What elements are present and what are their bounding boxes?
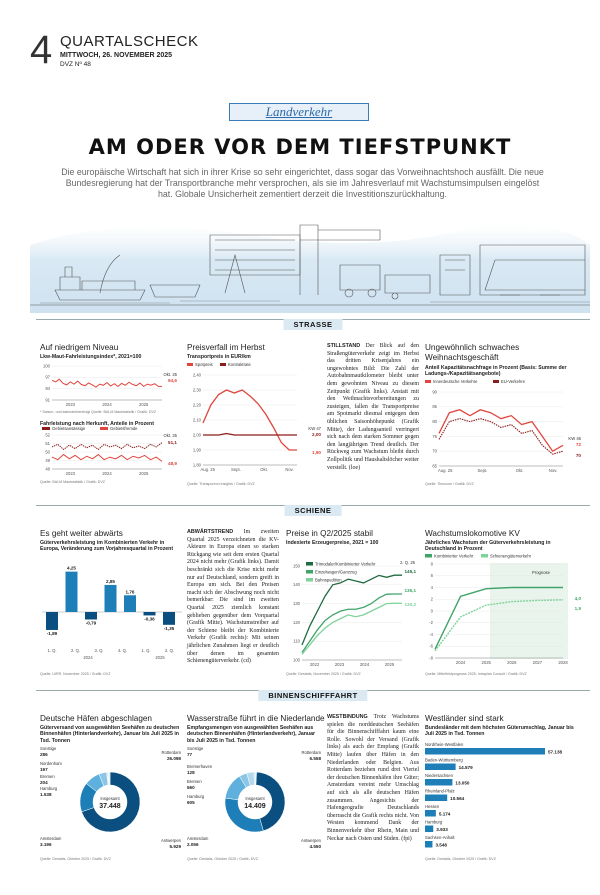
x-tick-label: Okt. [260, 467, 268, 472]
slice-label: Nordenham [40, 761, 62, 766]
legend-label: EU-Verkehre [501, 379, 525, 384]
rail-article-text [187, 529, 279, 666]
bar-category-label: Nordrhein-Westfalen [425, 742, 464, 747]
slice-value: 605 [187, 800, 195, 805]
slice-value: 5.929 [169, 844, 181, 849]
legend-swatch [220, 363, 226, 366]
lead-text: Die europäische Wirtschaft hat sich in ihrer Krise so sehr eingerichtet, dass sogar das Vorweihnachtshoch ausfällt. Die neue Bundesregierung hat der Transportbranche mehr versprochen, als sie im Jahresverlauf mit Wachstumsimpulsen eingelöst hat. Globale Unsicherheit zementiert derzeit die Investitionszurückhaltung. [61, 167, 544, 200]
legend-label: Trimodaler/Kombinierter Verkehr [315, 561, 376, 567]
slice-value: 197 [40, 767, 48, 772]
donut-total-value: 14.409 [244, 803, 266, 810]
road-c1-chart [40, 360, 180, 414]
legend-label: Schienengüterverkehr [490, 553, 531, 559]
y-tick-label: 2,00 [192, 432, 201, 438]
y-tick-label: -6 [429, 643, 433, 649]
legend-swatch [42, 427, 50, 430]
bar [425, 748, 545, 755]
legend-swatch [306, 570, 313, 574]
inland-c2-subtitle: Empfangsmengen von ausgewählten Seehäfen aus deutschen Binnenhäfen (Hinterlandverkehr), Januar bis Juli 2025 in Tsd. Tonnen [187, 725, 315, 744]
road-c2-chart [185, 361, 325, 479]
road-c3-chart [423, 378, 583, 478]
y-tick-label: 94 [45, 386, 50, 392]
y-tick-label: 2,20 [192, 402, 201, 408]
bar-value-label: 13.050 [455, 780, 470, 786]
y-tick-label: 2,40 [192, 372, 201, 378]
legend-label: Einzelwagen/Ganzzug [315, 569, 357, 575]
bar-value-label: 10.564 [450, 795, 465, 801]
slice-value: 204 [40, 780, 48, 785]
bar-value-label: 57.138 [548, 749, 563, 755]
y-tick-label: 80 [432, 419, 437, 424]
x-tick-label: 2026 [507, 660, 517, 665]
slice-label: Antwerpen [300, 838, 321, 843]
road-c1-footnote: * Saison- und kalenderbereinigt Quelle: BALM Mautstatistik / Grafik: DVZ [40, 410, 157, 414]
bar-category-label: Sachsen-Anhalt [425, 835, 455, 840]
headline: AM ODER VOR DEM TIEFSTPUNKT [88, 135, 512, 159]
bar [46, 612, 58, 630]
inland-c3-source: Quelle: Destatis, Oktober 2025 / Grafik: DVZ [425, 857, 496, 861]
end-date-label: Okt. 25 [163, 433, 177, 438]
rail-c1-chart [40, 562, 185, 670]
x-tick-label: 2028 [558, 660, 568, 665]
slice-value: 2.056 [187, 842, 199, 847]
inland-c2-chart [185, 746, 323, 855]
rail-c2-source: Quelle: Destatis, November 2025 / Grafik: DVZ [286, 672, 361, 676]
section-road-label: STRASSE [284, 319, 343, 331]
slice-label: Hamburg [187, 794, 205, 799]
bar [425, 764, 456, 771]
y-tick-label: 150 [293, 563, 300, 569]
legend-swatch [425, 380, 431, 383]
donut-total-label: Insgesamt [245, 796, 265, 801]
x-tick-label: 2023 [334, 662, 345, 667]
inland-body: Trotz Wachstums spielen die norddeutschen Seehäfen für die Binnenschifffahrt kaum eine Rolle. Sowohl der Versand (Grafik links) als auch der Empfang (Grafik Mitte) laufen über Häfen in den Niederlanden oder Belgien. Aus Rotterdam beziehen rund drei Viertel der deutschen Binnenhäfen ihre Güter; Amsterdam vereint mehr Umschlag auf sich als alle deutschen Häfen zusammen. Angesichts der Hafengeografie Deutschlands überrascht die Grafik rechts nicht. Von Westen kommend Dank der Binnenverkehr über Rhein, Main und Neckar nach Osten und Süden. (fpi) [327, 714, 419, 842]
road-lead-word: STILLSTAND [327, 343, 361, 349]
x-tick-label: 3. Q. [94, 648, 104, 653]
slice-label: Bremen [40, 774, 55, 779]
x-tick-label: 2027 [532, 660, 543, 665]
inland-c3-chart [423, 742, 588, 854]
end-value-label: 4,0 [574, 596, 581, 601]
end-value-label: 1,90 [312, 450, 321, 455]
issue-number: DVZ Nº 48 [60, 61, 91, 68]
slice-value: 26.098 [166, 756, 181, 761]
x-tick-label: 2024 [455, 660, 466, 665]
rail-c1-source: Quelle: UIRR, November 2025 / Grafik: DVZ [40, 672, 111, 676]
legend-swatch [481, 554, 488, 558]
y-tick-label: 1,90 [192, 447, 201, 453]
rail-c1-title: Es geht weiter abwärts [40, 529, 123, 538]
x-tick-label: 2023 [65, 471, 75, 476]
x-tick-label: 2. Q. [70, 648, 81, 653]
rail-c3-chart [423, 552, 583, 670]
rail-c1-subtitle: Güterverkehrsleistung im Kombinierten Verkehr in Europa, Veränderung zum Vorjahresquartal in Prozent [40, 540, 174, 553]
y-tick-label: -4 [429, 631, 433, 637]
legend-label: Spotpreis [195, 362, 213, 367]
series-line [302, 594, 402, 652]
bar [163, 612, 175, 625]
rail-c3-subtitle: Jährliches Wachstum der Güterverkehrsleistung in Deutschland in Prozent [425, 540, 551, 553]
kicker: Landverkehr [265, 104, 333, 119]
inland-c1-source: Quelle: Destatis, Oktober 2025 / Grafik: DVZ [40, 857, 111, 861]
y-tick-label: 2,10 [192, 417, 201, 423]
road-article-text [327, 343, 419, 472]
section-road [36, 319, 590, 330]
bar [425, 779, 452, 786]
road-c2-subtitle: Transportpreis in EUR/km [187, 354, 251, 360]
legend-swatch [306, 578, 313, 582]
slice-label: Antwerpen [160, 838, 181, 843]
bar-value-label: -1,35 [163, 625, 175, 631]
donut-total-value: 37.448 [99, 803, 121, 810]
bar-value-label: 4,25 [67, 565, 76, 571]
section-name: QUARTALSCHECK [60, 33, 199, 50]
y-tick-label: 6 [430, 573, 433, 579]
section-inland-label: BINNENSCHIFFFAHRT [258, 690, 367, 702]
bar [425, 810, 436, 817]
bar-value-label: 1,76 [125, 589, 135, 595]
end-value-label: 72 [575, 442, 581, 447]
x-tick-label: Aug. 25 [437, 468, 453, 473]
issue-date: MITTWOCH, 26. NOVEMBER 2025 [60, 52, 173, 59]
road-c3-subtitle: Anteil Kapazitätsnachfrage in Prozent (Basis: Summe der Ladungs-/Kapazitätsangebote) [425, 365, 567, 378]
bar-value-label: 14.579 [458, 764, 473, 770]
road-c1b-title: Fahrleistung nach Herkunft, Anteile in Prozent [40, 421, 154, 427]
y-tick-label: 52 [45, 432, 50, 438]
slice-label: Rotterdam [161, 750, 181, 755]
end-value-label: 51,1 [168, 440, 177, 445]
slice-value: 560 [187, 785, 195, 790]
inland-article-text [327, 714, 419, 843]
slice-value: 128 [187, 770, 195, 775]
x-tick-label: Sept. [231, 467, 241, 472]
bar [105, 585, 117, 612]
y-tick-label: 85 [432, 404, 437, 410]
x-tick-label: 1. Q. [141, 648, 151, 653]
legend-label: Innerdeutsche Verkehre [433, 379, 478, 384]
end-value-label: 135,1 [404, 588, 416, 593]
end-value-label: 145,1 [404, 569, 416, 574]
slice-value: 4.550 [309, 844, 321, 849]
y-tick-label: 97 [45, 374, 50, 380]
slice-label: Sonstige [187, 746, 204, 751]
bar [425, 826, 433, 833]
road-c1b-source: Quelle: BALM Mautstatistik / Grafik: DVZ [40, 480, 105, 484]
road-c2-title: Preisverfall im Herbst [187, 343, 265, 352]
slice-label: Sonstige [40, 746, 57, 751]
bar-value-label: -0,36 [144, 616, 155, 622]
rail-c3-title: Wachstumslokomotive KV [425, 529, 520, 538]
y-tick-label: 140 [293, 582, 300, 588]
y-tick-label: 8 [430, 561, 433, 567]
inland-lead-word: WESTBINDUNG [327, 714, 368, 720]
slice-label: Amsterdam [40, 836, 62, 841]
x-tick-label: 2025 [481, 660, 491, 665]
rail-body: Im zweiten Quartal 2025 verzeichneten die KV-Akteure in Europa einen so starken Rückgang wie seit dem ersten Quartal 2024 nicht mehr (Grafik links). Damit beschränkt sich die Krise nicht mehr nur auf Deutschland, sondern greift in Europa um sich. Bei den Preisen macht sich der Abschwung noch nicht bemerkbar: Die sind im zweiten Quartal 2025 ziemlich konstant geblieben gegenüber dem Vorquartal (Grafik Mitte). Wachstumstreiber auf der Schiene bleibt der Kombinierte Verkehr (Grafik rechts): Mit seinen jährlichen Zunahmen liegt er deutlich über denen im gesamten Schienengüterverkehr. (cd) [187, 529, 279, 665]
legend-swatch [306, 562, 313, 566]
y-tick-label: 50 [45, 449, 50, 455]
slice-label: Rotterdam [301, 750, 321, 755]
y-tick-label: 2 [430, 596, 433, 602]
slice-value: 286 [40, 752, 48, 757]
end-date-label: Okt. 25 [163, 372, 177, 377]
legend-label: Kontraktrate [228, 362, 251, 367]
x-tick-label: 2022 [309, 662, 320, 667]
y-tick-label: 4 [430, 584, 433, 590]
x-tick-label: 2023 [65, 402, 75, 407]
y-tick-label: -2 [429, 620, 433, 626]
bar-category-label: Hamburg [425, 819, 443, 825]
x-tick-label: 1. Q. [47, 648, 57, 653]
slice-label: Bremerhaven [187, 764, 213, 769]
year-label: 2024 [83, 655, 93, 660]
end-date-label: KW 47 [308, 426, 321, 431]
legend-swatch [425, 554, 432, 558]
inland-c1-title: Deutsche Häfen abgeschlagen [40, 714, 152, 723]
bar-category-label: Hessen [425, 804, 440, 809]
bar-category-label: Niedersachsen [425, 773, 453, 778]
bar [144, 612, 156, 615]
series-line [302, 575, 402, 645]
x-tick-label: Sept. [477, 468, 488, 473]
end-value-label: 70 [575, 453, 581, 458]
rail-c2-chart [284, 548, 419, 670]
y-tick-label: -8 [429, 655, 433, 661]
slice-value: 6.558 [309, 756, 321, 761]
y-tick-label: 2,30 [192, 387, 201, 393]
x-tick-label: 2. Q. [164, 648, 175, 653]
bar-category-label: Baden-Württemberg [425, 757, 463, 763]
legend-label: Bahnspedition [315, 577, 342, 583]
x-tick-label: 2025 [139, 402, 149, 407]
forecast-label: Prognose [532, 570, 550, 575]
slice-value: 3.196 [40, 842, 52, 847]
y-tick-label: 0 [430, 608, 433, 614]
rail-c3-source: Quelle: Mittelfristprognose 2025, Intraplan Consult / Grafik: DVZ [425, 672, 527, 676]
y-tick-label: 110 [293, 638, 300, 644]
x-tick-label: Okt. [515, 468, 524, 473]
series-line [439, 410, 563, 451]
legend-swatch [187, 363, 193, 366]
road-body: Der Blick auf den Straßengüterverkehr zeigt im Herbst das dritten Krisenjahres ein ungewohntes Bild: Die Zahl der Autobahnmautkilometer bleibt unter dem gewohnten Niveau zu diesem Zeitpunkt (Grafik links). Anstatt mit den Weihnachtsvorbereitungen zu zusteigen, fallen die Transportpreise am Spotmarkt diesmal entgegen dem üblichen Saisonhöhepunkt (Grafik Mitte), der Ladungsanteil verringert sich nach dem starken Sommer gegen den langjährigen Trend deutlich. Der Rückweg zum Wachstum bleibt durch Zollpolitik und Haushaltslöcher weiter verstellt. (loe) [327, 343, 419, 471]
bar-value-label: -0,79 [85, 620, 97, 626]
year-label: 2025 [155, 655, 165, 660]
legend-label: Kombinierter Verkehr [434, 553, 474, 559]
bar [425, 841, 432, 848]
y-tick-label: 51 [45, 440, 50, 446]
x-tick-label: Aug. 25 [200, 467, 215, 472]
inland-c1-chart [38, 746, 183, 855]
bar-value-label: 5.174 [438, 811, 451, 817]
transport-illustration [0, 205, 600, 315]
inland-c2-source: Quelle: Destatis, Oktober 2025 / Grafik: DVZ [187, 857, 258, 861]
slice-value: 77 [187, 752, 193, 757]
bar-value-label: 3.548 [435, 842, 447, 848]
y-tick-label: 75 [432, 433, 437, 439]
bar-category-label: Rheinland-Pfalz [425, 788, 455, 794]
road-c1-subtitle: Lkw-Maut-Fahrleistungsindex*, 2021=100 [40, 354, 142, 360]
y-tick-label: 48 [45, 466, 50, 472]
bar-value-label: 2,85 [106, 578, 115, 584]
legend-label: Gebietsansässige [52, 426, 86, 431]
rail-lead-word: ABWÄRTSTREND [187, 529, 234, 535]
road-c3-title: Ungewöhnlich schwaches Weihnachtsgeschäft [425, 343, 520, 362]
road-c2-source: Quelle: Transporeon Insights / Grafik: DVZ [187, 482, 255, 486]
slice-value: 1.538 [40, 792, 52, 797]
bar [85, 612, 97, 620]
y-tick-label: 70 [432, 448, 437, 454]
road-c1-title: Auf niedrigem Niveau [40, 343, 119, 352]
x-tick-label: 2024 [102, 471, 112, 476]
x-tick-label: 2025 [384, 662, 395, 667]
y-tick-label: 120 [293, 619, 300, 625]
end-date-label: KW 46 [568, 436, 581, 441]
end-date-label: 2. Q. 25 [400, 560, 415, 565]
road-c1b-chart [40, 427, 180, 477]
inland-c1-subtitle: Güterversand von ausgewählten Seehäfen zu deutschen Binnenhäfen (Hinterlandverkehr), Januar bis Juli 2025 in Tsd. Tonnen [40, 725, 180, 744]
bar-value-label: 3.933 [436, 826, 448, 832]
x-tick-label: Nov. [285, 467, 294, 472]
slice-label: Bremen [187, 779, 202, 784]
end-value-label: 130,2 [404, 602, 416, 607]
donut-total-label: Insgesamt [100, 796, 120, 801]
end-value-label: 94,6 [168, 378, 177, 383]
slice-label: Amsterdam [187, 836, 209, 841]
road-c3-source: Quelle: Timocom / Grafik: DVZ [425, 482, 474, 486]
section-inland [36, 690, 590, 701]
bar [425, 795, 447, 802]
legend-swatch [100, 427, 108, 430]
series-line [52, 379, 162, 387]
page-number: 4 [30, 28, 53, 72]
inland-c3-subtitle: Bundesländer mit dem höchsten Güterumschlag, Januar bis Juli 2025 in Tsd. Tonnen [425, 725, 574, 738]
x-tick-label: 2024 [359, 662, 370, 667]
section-rail [36, 505, 590, 516]
y-tick-label: 100 [43, 363, 50, 369]
y-tick-label: 100 [293, 657, 300, 663]
bar [66, 572, 78, 612]
end-value-label: 1,9 [574, 606, 581, 611]
y-tick-label: 65 [432, 463, 437, 469]
section-rail-label: SCHIENE [285, 505, 342, 517]
x-tick-label: 2024 [102, 402, 112, 407]
inland-c2-title: Wasserstraße führt in die Niederlande [187, 714, 325, 723]
bar [124, 595, 136, 612]
rail-c2-title: Preise in Q2/2025 stabil [286, 529, 373, 538]
end-value-label: 48,9 [168, 461, 177, 466]
y-tick-label: 1,80 [192, 462, 201, 468]
rail-c2-subtitle: Indexierte Erzeugerpreise, 2021 = 100 [286, 540, 379, 546]
x-tick-label: 4. Q. [117, 648, 128, 653]
inland-c3-title: Westländer sind stark [425, 714, 504, 723]
bar-value-label: -1,89 [46, 630, 58, 636]
slice-label: Hamburg [40, 786, 58, 791]
x-tick-label: 2025 [139, 471, 149, 476]
series-line [203, 434, 297, 436]
end-value-label: 2,00 [312, 432, 321, 437]
y-tick-label: 91 [45, 397, 50, 403]
legend-swatch [493, 380, 499, 383]
y-tick-label: 49 [45, 457, 50, 463]
x-tick-label: Nov. [548, 468, 558, 473]
legend-label: Gebietsfremde [110, 426, 138, 431]
y-tick-label: 130 [293, 601, 300, 606]
y-tick-label: 90 [432, 389, 437, 395]
